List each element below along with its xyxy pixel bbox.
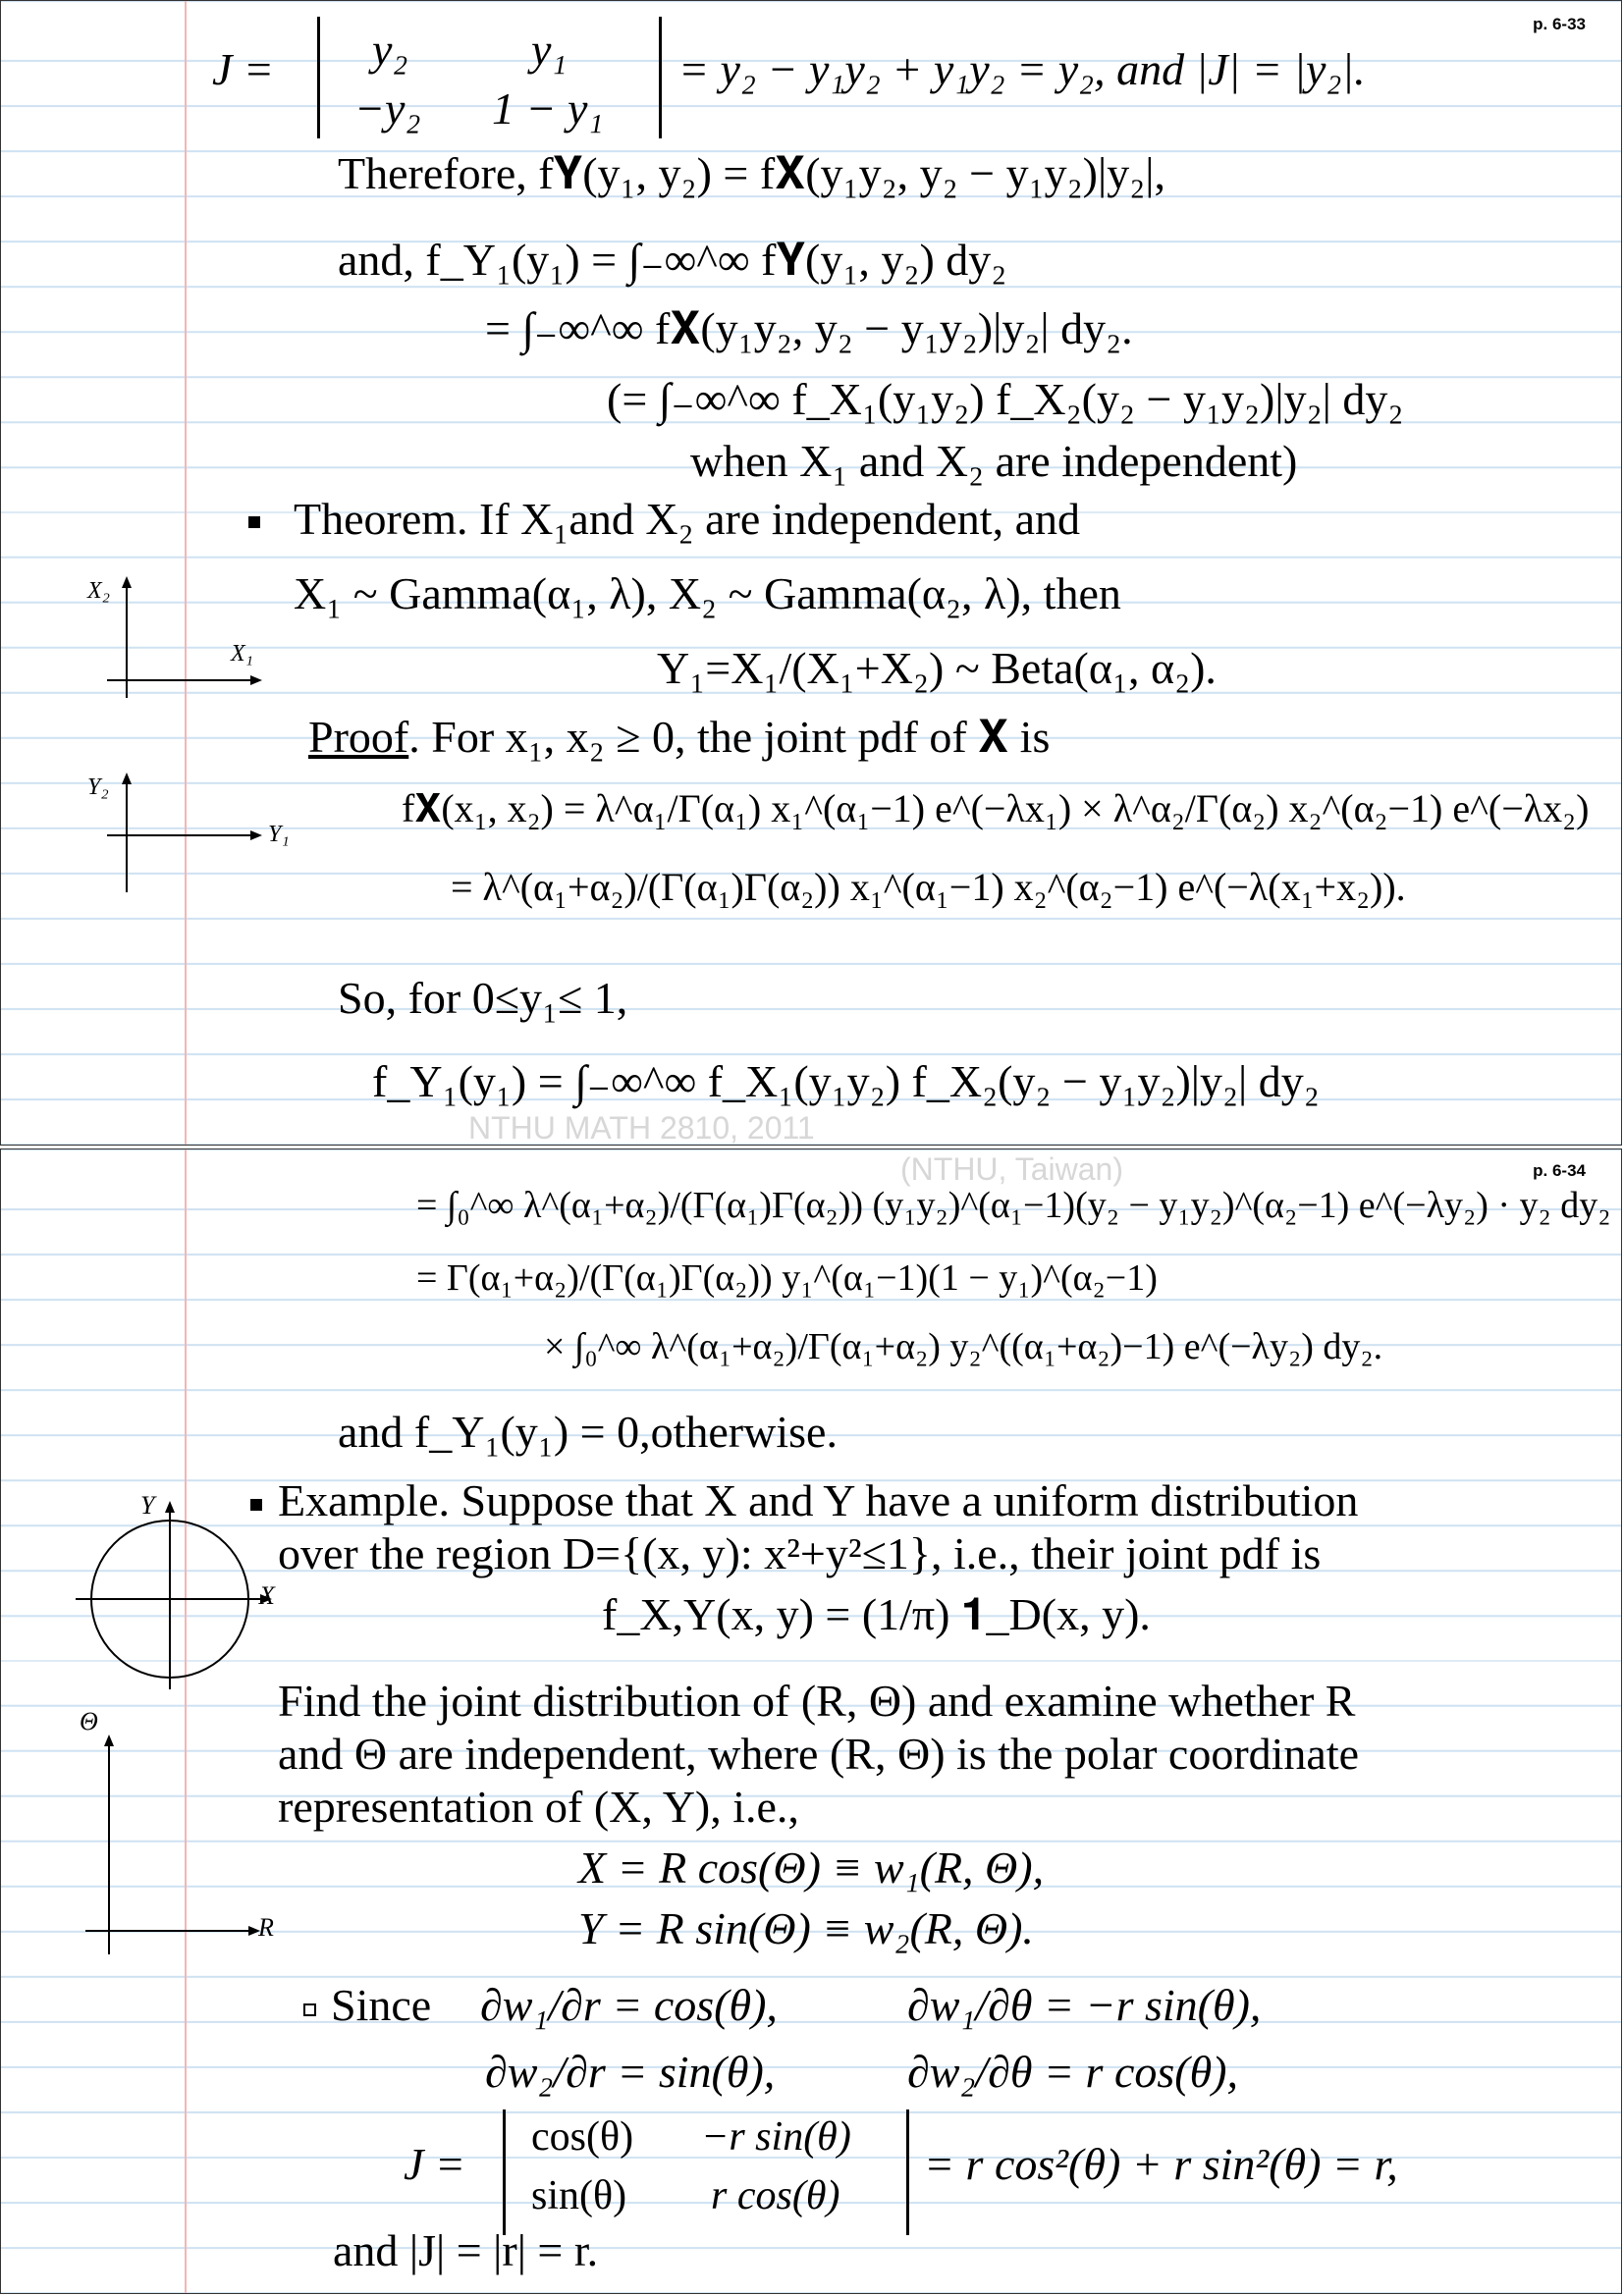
circle-x-label: X bbox=[259, 1581, 275, 1610]
jacobian-a21: −y₂ bbox=[354, 83, 421, 133]
derivation-line-3: × ∫₀^∞ λ^(α₁+α₂)/Γ(α₁+α₂) y₂^((α₁+α₂)−1) e^(−λy₂) dy₂. bbox=[544, 1326, 1383, 1367]
jacobian-a12: −r sin(θ) bbox=[701, 2114, 851, 2160]
since-r1c1: ∂w₁/∂r = cos(θ), bbox=[480, 1980, 778, 2030]
polar-axis-diagram bbox=[80, 1729, 276, 1964]
page-top bbox=[0, 0, 1622, 1146]
page-number: p. 6-33 bbox=[1533, 15, 1586, 33]
arrow-head-up bbox=[122, 773, 132, 784]
abs-line: and |J| = |r| = r. bbox=[333, 2225, 599, 2275]
proof-text: . For x₁, x₂ ≥ 0, the joint pdf of 𝐗 is bbox=[408, 712, 1051, 762]
find-line-2: and Θ are independent, where (R, Θ) is the polar coordinate bbox=[278, 1729, 1360, 1779]
arrow-head-right bbox=[250, 830, 262, 840]
equals-line: = ∫₋∞^∞ f𝐗(y₁y₂, y₂ − y₁y₂)|y₂| dy₂. bbox=[485, 303, 1133, 353]
proof-label: Proof bbox=[308, 712, 409, 762]
polar-x-label: R bbox=[258, 1913, 274, 1942]
arrow-head-up bbox=[122, 576, 132, 588]
polar-x: X = R cos(Θ) ≡ w₁(R, Θ), bbox=[578, 1842, 1045, 1893]
jacobian-lhs: J = bbox=[404, 2139, 465, 2189]
jacobian-a22: 1 − y₁ bbox=[492, 83, 604, 133]
find-line-3: representation of (X, Y), i.e., bbox=[278, 1782, 799, 1832]
jacobian-lhs: J = bbox=[212, 44, 274, 94]
jacobian-a22: r cos(θ) bbox=[711, 2173, 840, 2218]
axis2-x-label: Y₁ bbox=[268, 822, 290, 847]
bullet bbox=[248, 516, 260, 528]
paren-line-2: when X₁ and X₂ are independent) bbox=[690, 436, 1298, 486]
polar-y: Y = R sin(Θ) ≡ w₂(R, Θ). bbox=[578, 1903, 1034, 1953]
jacobian-a21: sin(θ) bbox=[531, 2173, 627, 2218]
derivation-line-1: = ∫₀^∞ λ^(α₁+α₂)/(Γ(α₁)Γ(α₂)) (y₁y₂)^(α₁−1)(y₂ − y₁y₂)^(α₂−1) e^(−λy₂) · y₂ dy₂ bbox=[416, 1185, 1611, 1226]
arrow-head-up bbox=[104, 1735, 114, 1746]
example-line-2: over the region D={(x, y): x²+y²≤1}, i.e., their joint pdf is bbox=[278, 1528, 1322, 1578]
jacobian-a11: y₂ bbox=[372, 25, 408, 75]
proof-line bbox=[308, 712, 1050, 764]
and-line: and, f_Y₁(y₁) = ∫₋∞^∞ f𝐘(y₁, y₂) dy₂ bbox=[338, 235, 1007, 285]
axis1-y-label: X₂ bbox=[87, 578, 111, 604]
determinant-bar-right bbox=[659, 17, 662, 138]
watermark-affiliation: (NTHU, Taiwan) bbox=[900, 1151, 1123, 1187]
therefore-line: Therefore, f𝐘(y₁, y₂) = f𝐗(y₁y₂, y₂ − y₁y₂)|y₂|, bbox=[338, 148, 1165, 198]
unit-circle-diagram bbox=[70, 1497, 286, 1693]
theorem-line-2: X₁ ~ Gamma(α₁, λ), X₂ ~ Gamma(α₂, λ), then bbox=[294, 568, 1121, 618]
find-line-1: Find the joint distribution of (R, Θ) and examine whether R bbox=[278, 1676, 1356, 1726]
jacobian-a11: cos(θ) bbox=[531, 2114, 634, 2160]
polar-y-label: Θ bbox=[80, 1707, 98, 1735]
circle-y-label: Y bbox=[140, 1491, 155, 1520]
determinant-bar-right bbox=[906, 2109, 909, 2235]
example-line-3: f_X,Y(x, y) = (1/π) 𝟏_D(x, y). bbox=[602, 1589, 1151, 1639]
determinant-bar-left bbox=[503, 2109, 506, 2235]
jacobian-result: = r cos²(θ) + r sin²(θ) = r, bbox=[924, 2139, 1398, 2189]
jacobian-a12: y₁ bbox=[531, 25, 568, 75]
arrow-head-right bbox=[250, 675, 262, 685]
so-line: So, for 0≤y₁≤ 1, bbox=[338, 973, 628, 1023]
axis1-x-label: X₁ bbox=[231, 641, 254, 667]
page-number: p. 6-34 bbox=[1533, 1161, 1586, 1180]
margin-line bbox=[185, 1149, 187, 2293]
arrow-head-up bbox=[165, 1501, 175, 1513]
pdf-line-1: f𝐗(x₁, x₂) = λ^α₁/Γ(α₁) x₁^(α₁−1) e^(−λx₁) × λ^α₂/Γ(α₂) x₂^(α₂−1) e^(−λx₂) bbox=[402, 786, 1590, 830]
since-r1c2: ∂w₁/∂θ = −r sin(θ), bbox=[907, 1980, 1262, 2030]
since-r2c2: ∂w₂/∂θ = r cos(θ), bbox=[907, 2047, 1239, 2097]
axis2-y-label: Y₂ bbox=[87, 774, 109, 800]
theorem-line-3: Y₁=X₁/(X₁+X₂) ~ Beta(α₁, α₂). bbox=[657, 643, 1217, 693]
jacobian-result: = y₂ − y₁y₂ + y₁y₂ = y₂, and |J| = |y₂|. bbox=[678, 44, 1366, 94]
watermark-course: NTHU MATH 2810, 2011 bbox=[468, 1110, 815, 1146]
since-r2c1: ∂w₂/∂r = sin(θ), bbox=[485, 2047, 776, 2097]
final-line: f_Y₁(y₁) = ∫₋∞^∞ f_X₁(y₁y₂) f_X₂(y₂ − y₁y₂)|y₂| dy₂ bbox=[372, 1056, 1320, 1106]
determinant-bar-left bbox=[317, 17, 320, 138]
since-label: Since bbox=[331, 1980, 432, 2030]
pdf-line-2: = λ^(α₁+α₂)/(Γ(α₁)Γ(α₂)) x₁^(α₁−1) x₂^(α₂−1) e^(−λ(x₁+x₂)). bbox=[451, 865, 1406, 909]
paren-line-1: (= ∫₋∞^∞ f_X₁(y₁y₂) f_X₂(y₂ − y₁y₂)|y₂| dy₂ bbox=[607, 374, 1404, 424]
theorem-line-1: Theorem. If X₁and X₂ are independent, and bbox=[294, 494, 1080, 544]
derivation-line-2: = Γ(α₁+α₂)/(Γ(α₁)Γ(α₂)) y₁^(α₁−1)(1 − y₁)^(α₂−1) bbox=[416, 1257, 1158, 1299]
square-bullet bbox=[303, 2003, 316, 2016]
page-bottom bbox=[0, 1148, 1622, 2294]
derivation-line-4: and f_Y₁(y₁) = 0,otherwise. bbox=[338, 1407, 838, 1457]
example-line-1: Example. Suppose that X and Y have a uniform distribution bbox=[278, 1475, 1359, 1525]
